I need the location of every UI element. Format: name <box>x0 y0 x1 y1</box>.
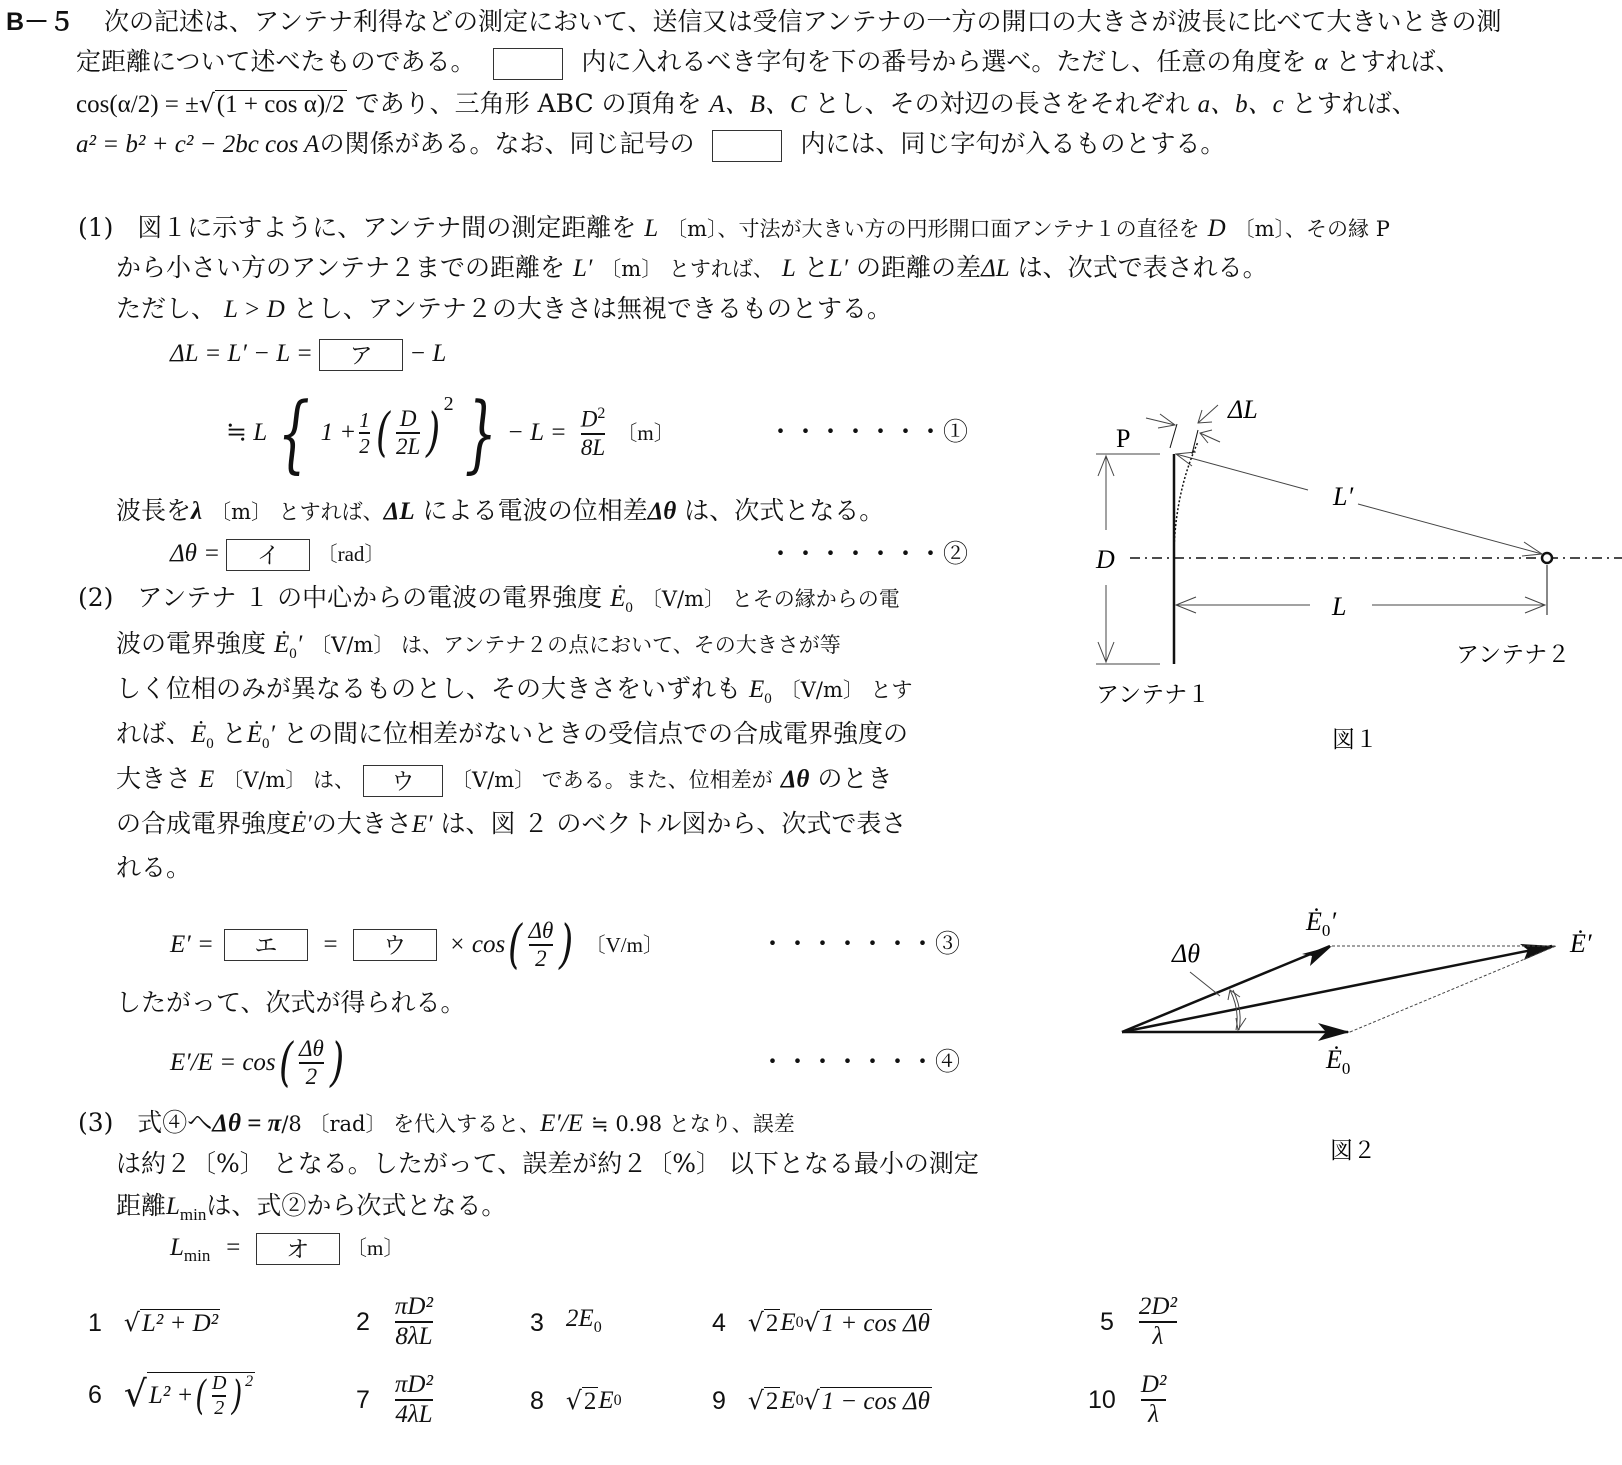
text: 図１に示すように、アンテナ間の測定距離を <box>137 213 637 242</box>
intro-text: 内に入れるべき字句を下の番号から選べ。ただし、任意の角度を <box>581 47 1307 76</box>
text: 波の電界強度 <box>116 629 267 658</box>
label-D: D <box>1096 545 1115 574</box>
option-expression: 2 <box>765 1387 779 1415</box>
part-label: (1) <box>78 213 114 242</box>
text: とし、アンテナ２の大きさは無視できるものとする。 <box>292 294 892 323</box>
option-3[interactable] <box>530 1298 602 1348</box>
eq-lhs: ΔL = L′ − L = <box>170 340 313 367</box>
part2-line-7: れる。 <box>116 853 192 882</box>
option-number: 4 <box>712 1309 726 1337</box>
frac-num: D <box>399 405 417 431</box>
part3-line-1 <box>78 1107 795 1140</box>
text: しく位相のみが異なるものとし、その大きさをいずれも <box>116 674 742 703</box>
label-antenna-2: アンテナ２ <box>1456 642 1571 667</box>
eq-lhs: E′ = <box>170 931 214 958</box>
frac-den: λ <box>1148 1401 1159 1428</box>
equals: = <box>224 1234 242 1261</box>
option-expression: 2E <box>565 1304 594 1332</box>
text: は、図 ２ のベクトル図から、次式で表さ <box>440 809 907 838</box>
frac-num: 1 <box>359 407 370 432</box>
option-number: 8 <box>530 1387 544 1415</box>
frac-den: 2L <box>395 434 421 459</box>
option-expression: 1 − cos Δθ <box>821 1387 930 1415</box>
subscript: 0 <box>795 1314 804 1331</box>
text: 〔m〕 とすれば、 <box>210 500 384 524</box>
delta-theta-value: Δθ = π <box>212 1110 282 1137</box>
text: 〔m〕 とすれば、 <box>600 257 774 281</box>
unit: 〔m〕 <box>345 1236 405 1260</box>
option-expression: 2 <box>583 1387 597 1415</box>
part2-line-2: 波の電界強度 $Ė_0'$ 〔V/m〕 は、アンテナ２の点において、その大きさが等 <box>116 629 841 662</box>
unit: 〔rad〕 <box>316 542 386 566</box>
text: ≒ 0.98 となり、誤差 <box>591 1112 795 1136</box>
symbol-delta-L: ΔL <box>981 255 1010 282</box>
blank-i: イ <box>226 539 310 571</box>
figure-2-vector-diagram <box>1100 880 1622 1180</box>
figure-2-caption: 図２ <box>1330 1138 1376 1163</box>
text: 距離 <box>116 1191 167 1220</box>
option-1[interactable]: 1 √ L² + D² <box>88 1308 219 1337</box>
part2-line-4: れば、$Ė_0$ と$Ė_0'$ との間に位相差がないときの受信点での合成電界強度の <box>116 719 908 752</box>
option-7[interactable] <box>356 1360 436 1440</box>
text: 〔V/m〕 である。また、位相差が <box>450 768 773 792</box>
text: の合成電界強度 <box>116 809 292 838</box>
intro-text: であり、三角形 ABC の頂角を <box>354 89 702 118</box>
therefore-line: したがって、次式が得られる。 <box>116 988 466 1017</box>
text: 〔V/m〕 とその縁からの電 <box>640 587 900 611</box>
option-number: 2 <box>356 1308 370 1336</box>
blank-u-2: ウ <box>353 929 437 961</box>
label-antenna-1: アンテナ１ <box>1096 682 1211 707</box>
part-label: (2) <box>78 583 114 612</box>
frac-num: Δθ <box>528 917 554 943</box>
subscript: 0 <box>593 1318 602 1336</box>
intro-text: とすれば、 <box>1335 47 1461 76</box>
option-expression: E <box>780 1387 796 1414</box>
label-E0-prime: $Ė_0'$ <box>1306 907 1337 940</box>
option-number: 1 <box>88 1309 102 1337</box>
text: による電波の位相差 <box>422 496 648 525</box>
option-number: 9 <box>712 1387 726 1415</box>
option-expression: E <box>780 1309 796 1336</box>
unit: 〔V/m〕 <box>584 933 664 957</box>
frac-den: 4λL <box>395 1401 433 1428</box>
option-number: 10 <box>1088 1386 1116 1414</box>
text: /8 〔rad〕 を代入すると、 <box>281 1112 541 1136</box>
exponent: 2 <box>443 393 454 415</box>
option-number: 6 <box>88 1381 102 1409</box>
intro-text: とすれば、 <box>1291 89 1417 118</box>
frac-num: Δθ <box>298 1035 324 1061</box>
option-expression: E <box>598 1387 614 1414</box>
times-cos: × cos <box>448 931 506 958</box>
frac-den: 2 <box>535 946 547 971</box>
option-10[interactable] <box>1088 1360 1169 1440</box>
part2-line-3: しく位相のみが異なるものとし、その大きさをいずれも $E_0$ 〔V/m〕 とす <box>116 674 913 707</box>
symbol-D: D <box>1207 215 1226 242</box>
intro-line-1: 次の記述は、アンテナ利得などの測定において、送信又は受信アンテナの一方の開口の大きさが波長に比べて大きいときの測 <box>104 7 1502 36</box>
text: の距離の差 <box>856 253 982 282</box>
figure-1-diagram <box>1080 390 1622 760</box>
label-E-prime: Ė′ <box>1570 929 1592 958</box>
symbol-L-min: L <box>170 1234 184 1261</box>
text: 〔V/m〕 とす <box>779 678 913 702</box>
symbol-lambda: λ <box>191 498 203 525</box>
equation-1-marker: ・・・・・・・① <box>768 417 969 446</box>
text: との間に位相差がないときの受信点での合成電界強度の <box>282 719 908 748</box>
equals: = <box>321 931 339 958</box>
law-of-cosines: a² = b² + c² − 2bc cos A <box>76 131 320 158</box>
frac-num: D <box>580 406 598 432</box>
frac-num: 2D² <box>1138 1292 1177 1320</box>
unit: 〔m〕 <box>616 421 675 445</box>
eq-lhs: Δθ = <box>170 540 221 567</box>
exponent: 2 <box>245 1372 254 1390</box>
label-delta-theta: Δθ <box>1172 939 1201 968</box>
option-expression: 2 <box>765 1309 779 1337</box>
figure-1-caption: 図１ <box>1332 727 1378 752</box>
intro-line-3: cos(α/2) = ±√(1 + cos α)/2 であり、三角形 ABC の頂角を A、B、C とし、その対辺の長さをそれぞれ a、b、c とすれば、 <box>76 89 1417 118</box>
frac-num: πD² <box>394 1292 433 1320</box>
question-id: B－５ <box>6 8 75 36</box>
symbol-L-prime: L′ <box>572 255 593 282</box>
option-expression: 1 + cos Δθ <box>821 1309 930 1337</box>
equation-2 <box>170 538 385 571</box>
frac-num: πD² <box>394 1370 433 1398</box>
text: ただし、 <box>116 294 217 323</box>
frac-den: 8L <box>580 434 606 460</box>
alpha-symbol: α <box>1314 49 1328 76</box>
label-P: P <box>1116 424 1131 453</box>
intro-text: 内には、同じ字句が入るものとする。 <box>800 129 1226 158</box>
equation-3-marker: ・・・・・・・③ <box>760 929 961 958</box>
text: 〔V/m〕 は、 <box>222 768 356 792</box>
subscript: 0 <box>613 1392 622 1409</box>
option-9[interactable]: 9 √ 2 E 0 √ 1 − cos Δθ <box>712 1386 930 1415</box>
text: と <box>803 253 829 282</box>
blank-o: オ <box>256 1233 340 1265</box>
option-number: 5 <box>1100 1308 1114 1336</box>
option-2[interactable] <box>356 1282 436 1362</box>
symbol-L-prime: L′ <box>828 255 849 282</box>
part2-line-1: (2) アンテナ １ の中心からの電波の電界強度 $Ė_0$ 〔V/m〕 とその縁からの電 <box>78 583 900 616</box>
eq-one-plus: 1 + <box>320 419 357 446</box>
part3-line-3 <box>116 1190 506 1231</box>
part3-line-2: は約２〔%〕 となる。したがって、誤差が約２〔%〕 以下となる最小の測定 <box>116 1149 979 1178</box>
frac-num: D² <box>1140 1370 1167 1398</box>
subscript: 0 <box>625 600 633 616</box>
equation-4-marker: ・・・・・・・④ <box>760 1047 961 1076</box>
label-E0: $Ė_0$ <box>1326 1045 1351 1078</box>
symbol-L: L <box>781 255 796 282</box>
symbol-L-min: L <box>166 1193 180 1220</box>
eq-lhs: E′/E = cos <box>170 1049 276 1076</box>
text: のとき <box>817 764 893 793</box>
part1-line-1 <box>78 212 1390 245</box>
frac-den: 2 <box>359 434 370 458</box>
frac-den: λ <box>1152 1323 1164 1350</box>
ratio: E′/E <box>540 1110 584 1137</box>
symbol-L: L <box>644 215 659 242</box>
text: の大きさ <box>311 809 412 838</box>
symbol-delta-theta: Δθ <box>780 766 810 793</box>
text: 波長を <box>116 496 192 525</box>
text: 〔m〕、寸法が大きい方の円形開口面アンテナ１の直径を <box>666 217 1200 241</box>
text: 式④へ <box>137 1108 213 1137</box>
eq-mid: − L = <box>507 419 567 446</box>
eq-tail: − L <box>409 340 447 367</box>
text: は、式②から次式となる。 <box>206 1191 507 1220</box>
option-6[interactable]: 6 √ L² + ( $\frac{D}{2}$ ) $^2$ <box>88 1371 254 1419</box>
half-angle-formula: cos(α/2) = ± <box>76 91 199 118</box>
half-angle-radicand: (1 + cos α)/2 <box>216 91 345 118</box>
blank-e: エ <box>224 929 308 961</box>
option-5[interactable] <box>1100 1282 1180 1362</box>
option-8[interactable]: 8 √ 2 E 0 <box>530 1386 622 1415</box>
intro-text: とし、その対辺の長さをそれぞれ <box>814 89 1190 118</box>
option-number: 7 <box>356 1386 370 1414</box>
part1-line-2 <box>116 252 1268 285</box>
symbol-delta-theta: Δθ <box>647 498 677 525</box>
subscript: 0 <box>795 1392 804 1409</box>
exponent: 2 <box>597 405 606 423</box>
text: アンテナ １ の中心からの電波の電界強度 <box>137 583 603 612</box>
equation-5 <box>170 1232 404 1272</box>
vertices: A、B、C <box>709 91 807 118</box>
text: は、次式となる。 <box>684 496 885 525</box>
text: 〔V/m〕 は、アンテナ２の点において、その大きさが等 <box>310 633 841 657</box>
blank-a: ア <box>319 339 403 371</box>
approx-L: ≒ L <box>226 419 268 446</box>
option-4[interactable]: 4 √ 2 E 0 √ 1 + cos Δθ <box>712 1308 930 1337</box>
condition: L > D <box>223 296 285 323</box>
wavelength-line <box>116 495 884 528</box>
intro-text: の関係がある。なお、同じ記号の <box>319 129 695 158</box>
symbol-E-prime: E′ <box>411 811 433 838</box>
subscript: min <box>179 1205 207 1224</box>
equation-3: E′ = エ = ウ × cos ( $\frac{\Delta\theta}{2}$ ) 〔V/m〕 <box>170 915 664 975</box>
symbol-delta-L: ΔL <box>383 498 415 525</box>
text: と <box>221 719 247 748</box>
frac-den: 8λL <box>395 1323 433 1350</box>
text: から小さい方のアンテナ２までの距離を <box>116 253 566 282</box>
text: 大きさ <box>116 764 192 793</box>
label-L-prime: L′ <box>1333 482 1354 511</box>
intro-line-4 <box>76 128 1225 162</box>
part-label: (3) <box>78 1108 114 1137</box>
frac-den: 2 <box>305 1064 318 1089</box>
blank-box <box>493 48 563 80</box>
equation-4: E′/E = cos ( $\frac{\Delta\theta}{2}$ ) <box>170 1033 345 1093</box>
equation-2-marker: ・・・・・・・② <box>768 539 969 568</box>
text: れば、 <box>116 719 192 748</box>
sides: a、b、c <box>1197 91 1284 118</box>
intro-line-2 <box>76 46 1460 80</box>
option-expression: L² + D² <box>141 1309 219 1337</box>
equation-delta-L <box>170 338 446 371</box>
subscript: min <box>183 1246 211 1265</box>
part1-line-3 <box>116 293 892 326</box>
frac-den: 2 <box>214 1396 225 1419</box>
blank-u: ウ <box>363 765 443 797</box>
part2-line-6: の合成電界強度Ė′の大きさE′ は、図 ２ のベクトル図から、次式で表さ <box>116 809 907 838</box>
equation-1: ≒ L { 1 + $\frac{1}{2}$ ( $\frac{D}{2L}$ ) $^2$ } − L = $\frac{D^2}{8L}$ 〔m〕 <box>226 384 675 482</box>
text: 〔m〕、その縁 P <box>1233 217 1390 241</box>
part2-line-5 <box>116 763 892 797</box>
symbol-E: E <box>198 766 215 793</box>
intro-text: 定距離について述べたものである。 <box>76 47 476 76</box>
text: は、次式で表される。 <box>1017 253 1268 282</box>
option-number: 3 <box>530 1309 544 1337</box>
option-expression: L² + <box>148 1381 194 1409</box>
blank-box <box>712 130 782 162</box>
frac-num: D <box>212 1371 227 1394</box>
label-L: L <box>1332 592 1347 621</box>
label-delta-L: ΔL <box>1228 395 1258 424</box>
